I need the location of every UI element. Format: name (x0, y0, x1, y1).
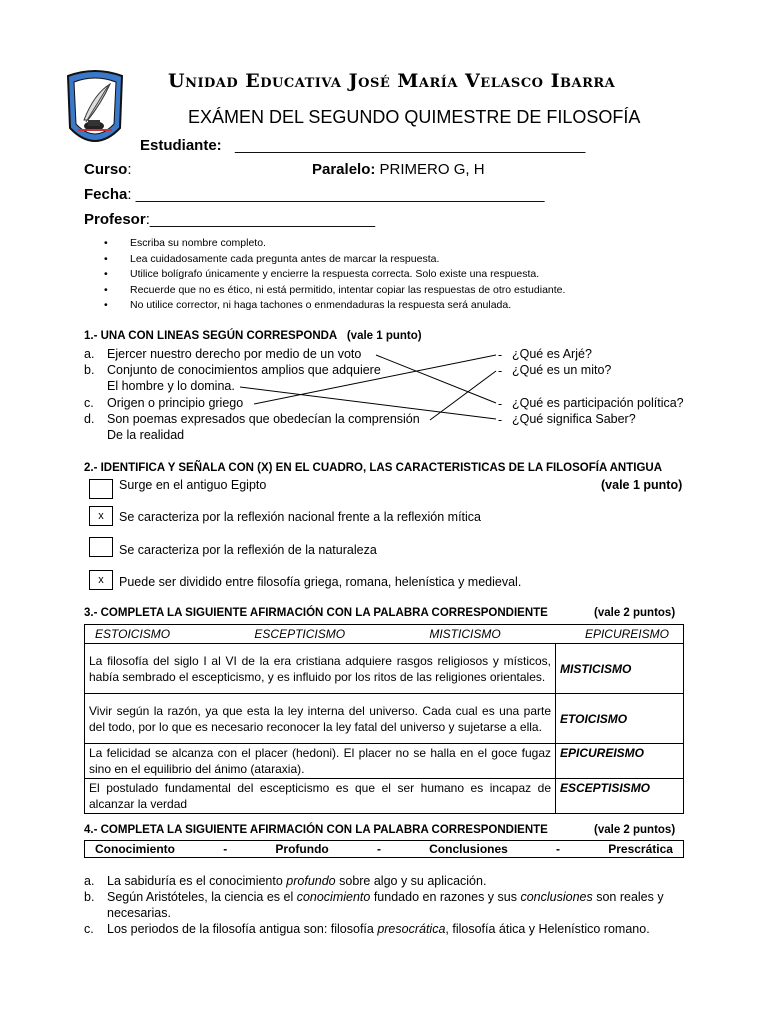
instruction-item: • No utilice corrector, ni haga tachones o enmendaduras la respuesta será anulada. (104, 298, 565, 314)
q4-b-post: son reales y (592, 890, 664, 904)
q4-word-bank (84, 840, 684, 858)
q3-statement: El postulado fundamental del escepticismo es que el ser humano es incapaz de alcanzar la verdad (85, 779, 556, 814)
q2-item-1: Surge en el antiguo Egipto (119, 478, 267, 492)
q1-right-2: ¿Qué es un mito? (512, 363, 612, 377)
q4-letter-a: a. (84, 874, 95, 888)
q4-word: Conclusiones (429, 842, 508, 856)
q4-separator: - (376, 842, 381, 856)
svg-text:-: - (498, 348, 503, 362)
q4-b-pre: Según Aristóteles, la ciencia es el (107, 890, 297, 904)
q1-right-3: ¿Qué es participación política? (512, 396, 684, 410)
q1-left-b: Conjunto de conocimientos amplios que adquiere (107, 363, 381, 377)
table-row (85, 625, 684, 644)
instruction-item: • Utilice bolígrafo únicamente y encierre la respuesta correcta. Solo existe una respuesta. (104, 267, 565, 283)
svg-text:-: - (498, 364, 503, 378)
profesor-row (84, 211, 375, 228)
q1-left-d: Son poemas expresados que obedecían la comprensión (107, 412, 420, 426)
curso-row (84, 161, 132, 178)
paralelo-label: Paralelo: (312, 161, 376, 178)
quill-ink-shield-icon (64, 68, 126, 150)
q4-title: 4.- COMPLETA LA SIGUIENTE AFIRMACIÓN CON LA PALABRA CORRESPONDIENTE (84, 824, 548, 836)
q4-letter-b: b. (84, 890, 95, 904)
q2-item-4: Puede ser dividido entre filosofía griega, romana, helenística y medieval. (119, 575, 522, 589)
q1-heading (84, 330, 422, 342)
q4-a-post: sobre algo y su aplicación. (335, 874, 487, 888)
q3-table (84, 624, 684, 814)
q4-b-answer-1: conocimiento (296, 890, 371, 904)
svg-text:-: - (498, 397, 503, 411)
curso-colon: : (127, 161, 132, 178)
q1-left-c: Origen o principio griego (107, 396, 244, 410)
profesor-label: Profesor (84, 211, 146, 228)
q3-title: 3.- COMPLETA LA SIGUIENTE AFIRMACIÓN CON LA PALABRA CORRESPONDIENTE (84, 607, 548, 619)
instruction-item: • Lea cuidadosamente cada pregunta antes de marcar la respuesta. (104, 252, 565, 268)
q2-title: 2.- IDENTIFICA Y SEÑALA CON (X) EN EL CUADRO, LAS CARACTERISTICAS DE LA FILOSOFÍA ANTIGUA (84, 462, 662, 474)
exam-title: EXÁMEN DEL SEGUNDO QUIMESTRE DE FILOSOFÍA (188, 107, 641, 127)
q4-b-mid: fundado en razones y sus (370, 890, 521, 904)
q1-left-d-letter: d. (84, 412, 95, 426)
q3-statement: La felicidad se alcanza con el placer (hedoni). El placer no se halla en el goce fugaz sino en el equilibrio del ánimo (ataraxia). (85, 744, 556, 779)
q3-answer[interactable]: ETOICISMO (556, 694, 684, 744)
q3-answer[interactable]: ESCEPTISISMO (556, 779, 684, 814)
table-row (85, 694, 684, 744)
q3-word-bank (89, 626, 679, 642)
q4-separator: - (556, 842, 561, 856)
q4-word: Conocimiento (95, 842, 175, 856)
svg-text:-: - (498, 413, 503, 427)
q3-word: MISTICISMO (429, 627, 501, 641)
q1-right-1: ¿Qué es Arjé? (512, 347, 592, 361)
table-row (85, 644, 684, 694)
q3-statement: La filosofía del siglo I al VI de la era cristiana adquiere rasgos religiosos y místicos, había sembrado el escepticismo, y es influido por los ritos de las religiones orientales. (85, 644, 556, 694)
paralelo-row (312, 161, 485, 178)
q1-points: (vale 1 punto) (346, 330, 422, 342)
q2-checkbox-3[interactable] (89, 537, 113, 557)
q1-line-d (430, 371, 496, 420)
q2-item-2: Se caracteriza por la reflexión nacional frente a la reflexión mítica (119, 510, 481, 524)
q1-line-a (376, 355, 496, 403)
q3-word: ESCEPTICISMO (254, 627, 346, 641)
q3-word: EPICUREISMO (584, 627, 669, 641)
table-row (85, 779, 684, 814)
fecha-field[interactable]: : _________________________________________________ (127, 186, 545, 203)
q4-c-post: , filosofía ática y Helenístico romano. (445, 922, 650, 936)
fecha-label: Fecha (84, 186, 128, 203)
paralelo-value: PRIMERO G, H (379, 161, 485, 178)
q1-left-a: Ejercer nuestro derecho por medio de un voto (107, 347, 362, 361)
q4-c-answer: presocrática (377, 922, 446, 936)
q2-points: (vale 1 punto) (601, 478, 683, 492)
q3-word: ESTOICISMO (95, 627, 171, 641)
profesor-field[interactable]: :___________________________ (145, 211, 376, 228)
q3-answer[interactable]: EPICUREISMO (556, 744, 684, 779)
curso-label: Curso (84, 161, 128, 178)
q3-points: (vale 2 puntos) (594, 607, 676, 619)
q4-word: Profundo (275, 842, 329, 856)
instructions-list (104, 236, 565, 314)
q1-title: 1.- UNA CON LINEAS SEGÚN CORRESPONDA (84, 330, 338, 342)
q4-sentence-b (107, 890, 664, 904)
estudiante-label: Estudiante: (140, 137, 222, 154)
q1-right-4: ¿Qué significa Saber? (512, 412, 636, 426)
instruction-item: • Escriba su nombre completo. (104, 236, 565, 252)
q4-points: (vale 2 puntos) (594, 824, 676, 836)
table-row (85, 841, 684, 858)
q1-left-a-letter: a. (84, 347, 95, 361)
q4-a-pre: La sabiduría es el conocimiento (107, 874, 287, 888)
estudiante-field[interactable]: __________________________________________ (235, 137, 586, 154)
q2-checkbox-4[interactable]: x (89, 570, 113, 590)
q4-a-answer: profundo (286, 874, 336, 888)
q1-left-c-letter: c. (84, 396, 94, 410)
q4-sentence-a (107, 874, 486, 888)
instruction-item: • Recuerde que no es ético, ni está permitido, intentar copiar las respuestas de otro estudiante. (104, 283, 565, 299)
q4-b-answer-2: conclusiones (520, 890, 593, 904)
q3-answer[interactable]: MISTICISMO (556, 644, 684, 694)
school-logo (64, 68, 126, 150)
q3-statement: Vivir según la razón, ya que esta la ley interna del universo. Cada cual es una parte del todo, por lo que es necesario reconocer la ley fatal del universo y sujetarse a ella. (85, 694, 556, 744)
q4-sentence-c (107, 922, 650, 936)
q4-word: Prescrática (608, 842, 673, 856)
q1-left-b-letter: b. (84, 363, 95, 377)
q4-sentence-b-cont: necesarias. (107, 906, 171, 920)
q2-item-3: Se caracteriza por la reflexión de la naturaleza (119, 543, 377, 557)
school-name: Unidad Educativa José María Velasco Ibarra (168, 70, 616, 92)
q1-left-b-cont: El hombre y lo domina. (107, 379, 235, 393)
q1-left-d-cont: De la realidad (107, 428, 185, 442)
q4-separator: - (223, 842, 228, 856)
fecha-row (84, 186, 544, 203)
q4-letter-c: c. (84, 922, 94, 936)
q4-c-pre: Los periodos de la filosofía antigua son: filosofía (107, 922, 378, 936)
q2-checkbox-2[interactable]: x (89, 506, 113, 526)
q2-checkbox-1[interactable] (89, 479, 113, 499)
table-row (85, 744, 684, 779)
